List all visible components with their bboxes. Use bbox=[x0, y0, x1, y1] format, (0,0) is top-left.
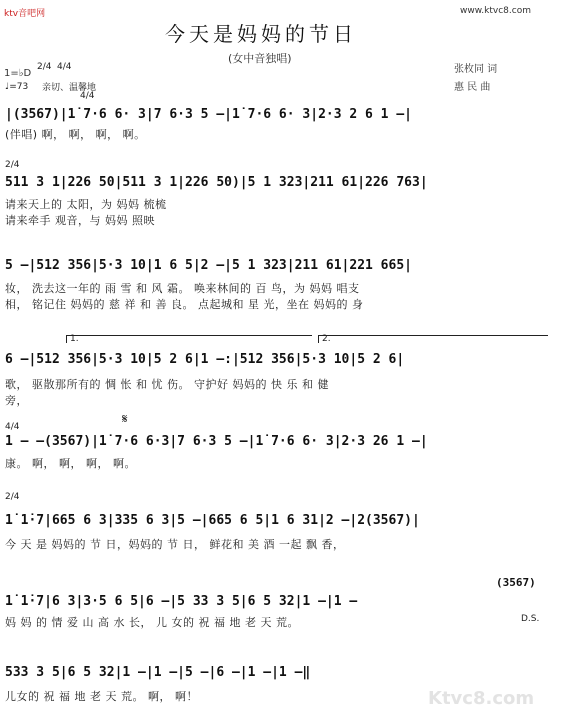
tail-phrase-label: (3567) bbox=[496, 576, 536, 589]
time-signature-2: 4/4 bbox=[57, 62, 72, 72]
key-signature: 1=♭D bbox=[4, 68, 32, 79]
notation-row-1: |(3567)|1̇ 7·6 6· 3|7 6·3 5 –|1̇ 7·6 6· 3|2·3 2 6 1 –| bbox=[5, 107, 412, 122]
volta-bracket-1 bbox=[66, 335, 312, 336]
expression-mark: 亲切、温馨地 bbox=[42, 83, 97, 93]
lyrics-row-5: 康。 啊， 啊， 啊， 啊。 bbox=[5, 457, 136, 470]
tempo-mark: ♩=73 bbox=[5, 82, 29, 92]
lyrics-row-4-verse-1: 歌， 驱散那所有的 惆 怅 和 忧 伤。 守护好 妈妈的 快 乐 和 健 bbox=[5, 378, 329, 391]
notation-row-4: 6 –|512 356|5·3 10|5 2 6|1 –:|512 356|5·3 10|5 2 6| bbox=[5, 352, 405, 367]
notation-row-5: 1 – –(3567)|1̇ 7·6 6·3|7 6·3 5 –|1̇ 7·6 6· 3|2·3 26 1 –| bbox=[5, 434, 428, 449]
time-change-mark: 2/4 bbox=[5, 160, 20, 170]
lyrics-row-6: 今 天 是 妈妈的 节 日，妈妈的 节 日， 鲜花和 美 酒 一起 飘 香， bbox=[5, 538, 345, 551]
song-title: 今天是妈妈的节日 bbox=[165, 22, 357, 46]
site-url-right: www.ktvc8.com bbox=[460, 6, 531, 16]
site-name-left: ktv音吧网 bbox=[4, 9, 46, 19]
lyrics-row-2-verse-2: 请来牵手 观音，与 妈妈 照映 bbox=[5, 214, 155, 227]
notation-row-7: 1̇ 1̇·7|6 3|3·5 6 5|6 –|5 33 3 5|6 5 32|1 –|1 – bbox=[5, 594, 358, 609]
volta-label-2: 2. bbox=[322, 334, 331, 344]
notation-row-6: 1̇ 1̇·7|665 6 3|335 6 3|5 –|665 6 5|1 6 31|2 –|2(3567)| bbox=[5, 513, 420, 528]
time-signature-1: 2/4 bbox=[37, 62, 52, 72]
lyrics-row-7: 妈 妈 的 情 爱 山 高 水 长， 儿 女的 祝 福 地 老 天 荒。 bbox=[5, 616, 299, 629]
inline-time-signature: 4/4 bbox=[80, 91, 95, 101]
dal-segno-mark: D.S. bbox=[521, 614, 540, 624]
lyrics-row-3-verse-2: 相， 铭记住 妈妈的 慈 祥 和 善 良。 点起城和 星 光，坐在 妈妈的 身 bbox=[5, 298, 364, 311]
lyricist-credit: 张枚同 词 bbox=[454, 64, 498, 75]
lyrics-row-4-verse-2: 旁， bbox=[5, 394, 28, 407]
lyrics-row-2-verse-1: 请来天上的 太阳，为 妈妈 梳梳 bbox=[5, 198, 167, 211]
lyrics-row-3-verse-1: 妆， 洗去这一年的 雨 雪 和 风 霜。 唤来林间的 百 鸟，为 妈妈 唱支 bbox=[5, 282, 360, 295]
lyrics-row-1: (伴唱) 啊， 啊， 啊， 啊。 bbox=[5, 128, 146, 141]
notation-row-2: 511 3 1|226 50|511 3 1|226 50)|5 1 323|211 61|226 763| bbox=[5, 175, 428, 190]
notation-row-8: 533 3 5|6 5 32|1 –|1 –|5 –|6 –|1 –|1 –‖ bbox=[5, 665, 311, 680]
segno-sign: 𝄋 bbox=[122, 412, 128, 427]
lyrics-row-8: 儿女的 祝 福 地 老 天 荒。 啊， 啊！ bbox=[5, 690, 198, 703]
volta-bracket-2 bbox=[318, 335, 548, 336]
volta-bracket-1-edge bbox=[66, 335, 67, 343]
volta-label-1: 1. bbox=[70, 334, 79, 344]
volta-bracket-2-edge bbox=[318, 335, 319, 343]
song-subtitle: (女中音独唱) bbox=[228, 52, 292, 65]
watermark-logo: Ktvc8.com bbox=[428, 688, 535, 709]
time-change-mark-3: 2/4 bbox=[5, 492, 20, 502]
composer-credit: 惠 民 曲 bbox=[454, 82, 491, 93]
notation-row-3: 5 –|512 356|5·3 10|1 6 5|2 –|5 1 323|211 61|221 665| bbox=[5, 258, 412, 273]
time-change-mark-2: 4/4 bbox=[5, 422, 20, 432]
